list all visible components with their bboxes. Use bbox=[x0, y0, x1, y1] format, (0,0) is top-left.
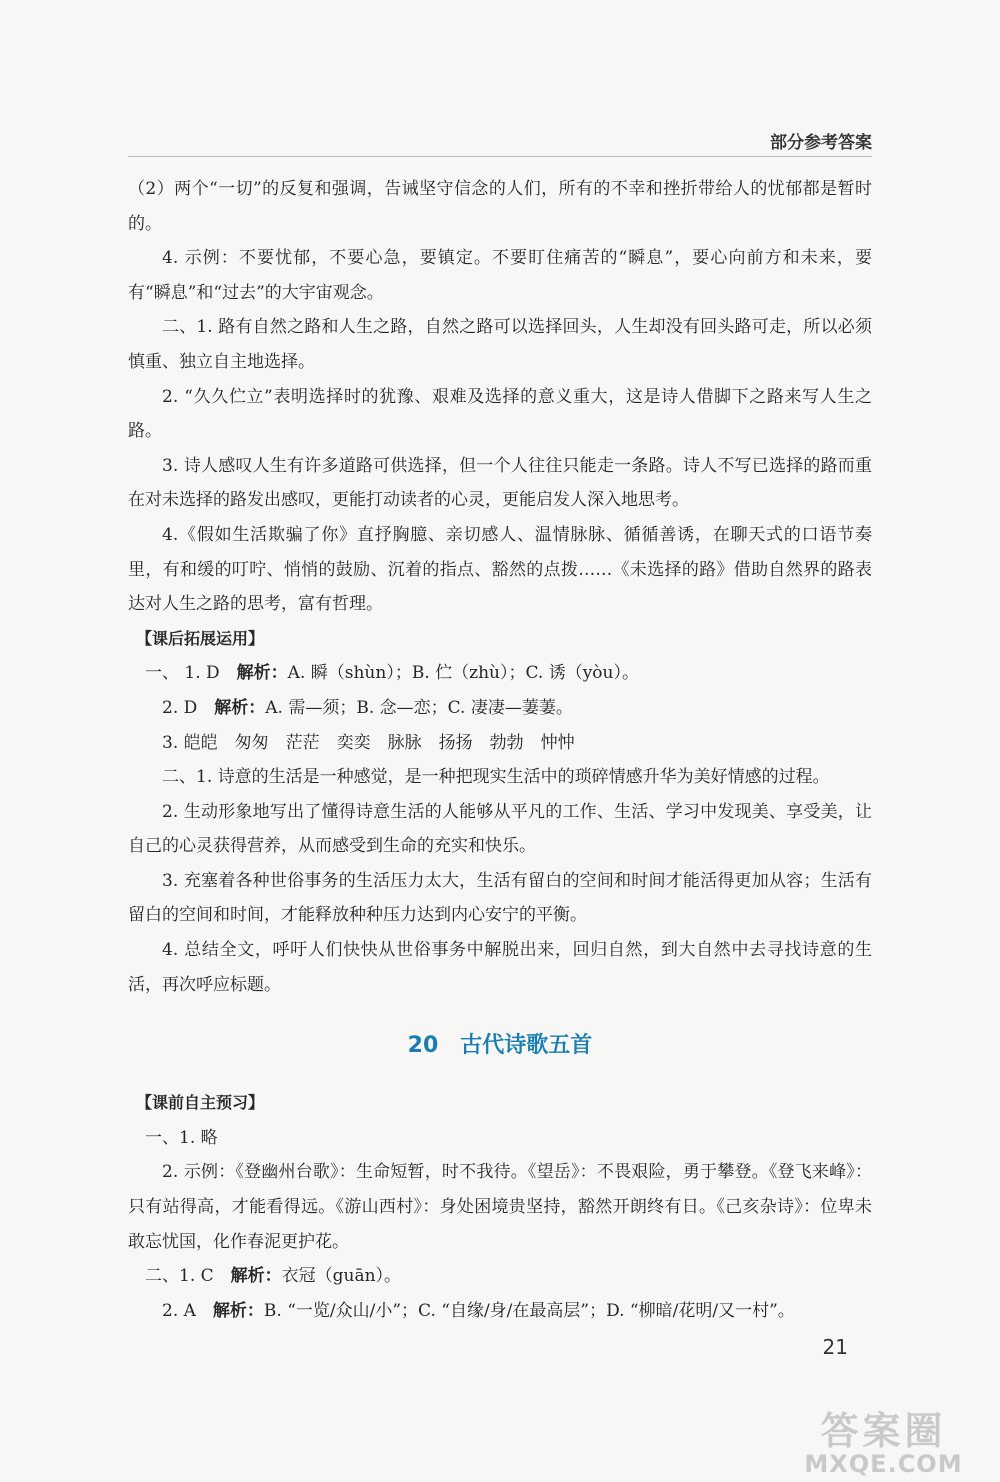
answer-line: 二、1. 路有自然之路和人生之路，自然之路可以选择回头，人生却没有回头路可走，所以必须慎重、独立自主地选择。 bbox=[128, 317, 872, 372]
section-heading: 【课后拓展运用】 bbox=[136, 628, 265, 648]
answer-line: 3. 充塞着各种世俗事务的生活压力太大，生活有留白的空间和时间才能活得更加从容；生活有留白的空间和时间，才能释放种种压力达到内心安宁的平衡。 bbox=[128, 870, 872, 926]
answer-line: 二、1. 诗意的生活是一种感觉，是一种把现实生活中的琐碎情感升华为美好情感的过程。 bbox=[162, 767, 830, 788]
answer-line: （2）两个“一切”的反复和强调，告诫坚守信念的人们，所有的不幸和挫折带给人的忧郁都是暂时的。 bbox=[128, 179, 872, 234]
answer-item: B. “一览/众山/小”；C. “自缘/身/在最高层”；D. “柳暗/花明/又一村”。 bbox=[263, 1300, 795, 1321]
answer-item: 衣冠（guān）。 bbox=[281, 1266, 402, 1287]
analysis-label: 解析： bbox=[214, 697, 266, 718]
answer-item: 2. D bbox=[162, 697, 198, 718]
page-number: 21 bbox=[822, 1335, 848, 1359]
answer-item: 2. A bbox=[162, 1300, 196, 1321]
analysis-label: 解析： bbox=[236, 663, 288, 684]
answer-line: 3. 诗人感叹人生有许多道路可供选择，但一个人往往只能走一条路。诗人不写已选择的路而重在对未选择的路发出感叹，更能打动读者的心灵，更能启发人深入地思考。 bbox=[128, 455, 872, 511]
analysis-label: 解析： bbox=[230, 1266, 282, 1287]
watermark-url: MXQE.COM bbox=[804, 1450, 963, 1478]
analysis-label: 解析： bbox=[212, 1300, 264, 1321]
answer-line: 2. “久久伫立”表明选择时的犹豫、艰难及选择的意义重大，这是诗人借脚下之路来写人生之路。 bbox=[128, 386, 872, 442]
answer-line: 4. 示例：不要忧郁，不要心急，要镇定。不要盯住痛苦的“瞬息”，要心向前方和未来，要有“瞬息”和“过去”的大宇宙观念。 bbox=[128, 248, 872, 303]
lesson-name: 古代诗歌五首 bbox=[460, 1033, 593, 1059]
watermark-logo bbox=[781, 1400, 986, 1478]
answer-item: A. 需—须；B. 念—恋；C. 凄凄—萋萋。 bbox=[265, 697, 573, 718]
running-header: 部分参考答案 bbox=[770, 133, 872, 153]
section-heading: 【课前自主预习】 bbox=[136, 1093, 265, 1113]
answer-item: 二、1. C bbox=[145, 1266, 214, 1287]
watermark-name: 答案圈 bbox=[820, 1409, 947, 1453]
answer-line: 4.《假如生活欺骗了你》直抒胸臆、亲切感人、温情脉脉、循循善诱，在聊天式的口语节奏里，有和缓的叮咛、悄悄的鼓励、沉着的指点、豁然的点拨……《未选择的路》借助自然界的路表达对人生之路的思考，富有哲理。 bbox=[128, 524, 872, 615]
lesson-title bbox=[128, 1032, 872, 1060]
answer-line bbox=[128, 1294, 872, 1329]
answer-line: 4. 总结全文，呼吁人们快快从世俗事务中解脱出来，回归自然，到大自然中去寻找诗意的生活，再次呼应标题。 bbox=[128, 940, 872, 995]
answer-line bbox=[128, 691, 872, 726]
answer-line: 3. 皑皑 匆匆 茫茫 奕奕 脉脉 扬扬 勃勃 忡忡 bbox=[162, 732, 575, 753]
lesson-number: 20 bbox=[407, 1033, 439, 1059]
answer-line bbox=[128, 1259, 872, 1294]
answer-line bbox=[128, 656, 872, 691]
answer-item: 一、 1. D bbox=[145, 663, 220, 684]
answer-item: A. 瞬（shùn）；B. 伫（zhù）；C. 诱（yòu）。 bbox=[287, 663, 639, 684]
answer-line: 2. 示例：《登幽州台歌》：生命短暂，时不我待。《望岳》：不畏艰险，勇于攀登。《登飞来峰》：只有站得高，才能看得远。《游山西村》：身处困境贵坚持，豁然开朗终有日。《己亥杂诗》：位卑未敢忘忧国，化作春泥更护花。 bbox=[128, 1162, 872, 1252]
answer-content bbox=[128, 172, 872, 1328]
header-divider bbox=[128, 156, 872, 157]
answer-line: 2. 生动形象地写出了懂得诗意生活的人能够从平凡的工作、生活、学习中发现美、享受美，让自己的心灵获得营养，从而感受到生命的充实和快乐。 bbox=[128, 801, 872, 857]
answer-line: 一、1. 略 bbox=[145, 1127, 218, 1148]
